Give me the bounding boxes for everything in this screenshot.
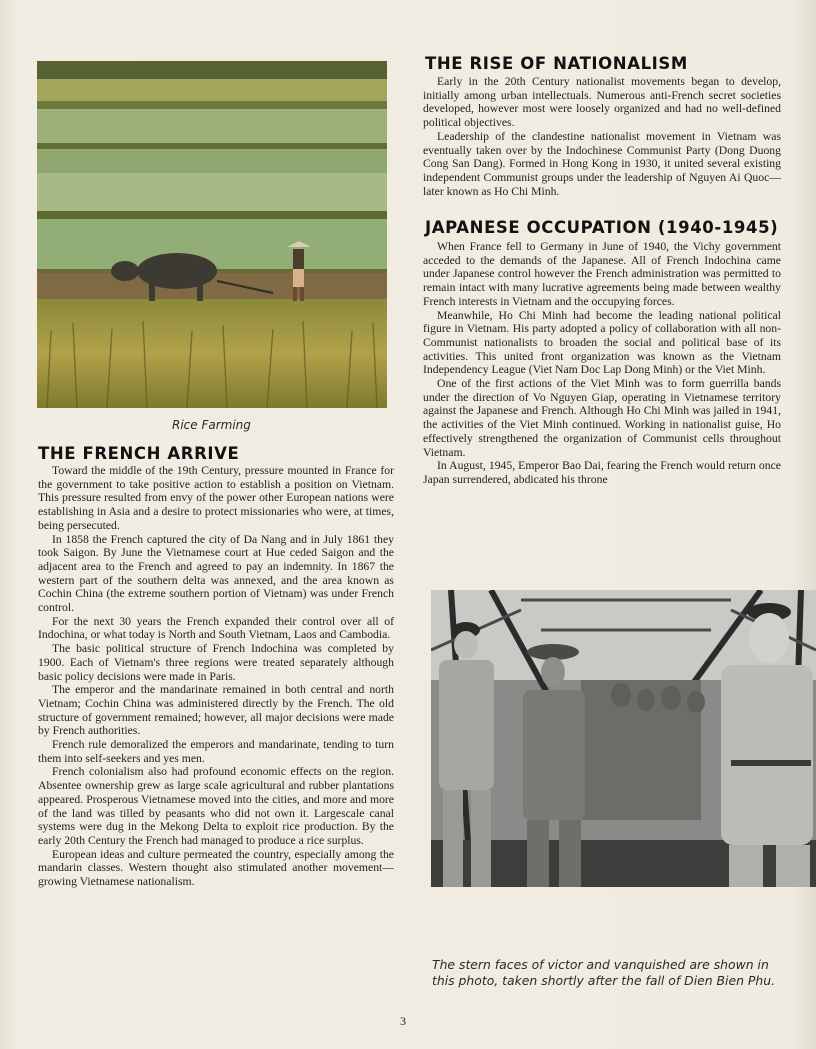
paragraph: In 1858 the French captured the city of Da Nang and in July 1861 they took Saigon. By June the Vietnamese court at Hue ceded Saigon and the adjacent area to the French and agreed to pay an indemnity. In 1867 the western part of the southern delta was annexed, and the area known as Cochin China (the extreme southern portion of Vietnam) was under French control.: [38, 532, 394, 615]
rice-farming-photo: [37, 61, 387, 408]
paragraph: Early in the 20th Century nationalist movements began to develop, initially among urban intellectuals. Numerous anti-French secret societies developed, however most were loosely organized and had no well-defined political objectives.: [423, 75, 781, 130]
paragraph: The basic political structure of French Indochina was completed by 1900. Each of Vietnam's three regions were treated separately although basic policy decisions were made in Paris.: [38, 642, 394, 683]
dien-bien-phu-photo: [431, 590, 816, 887]
japanese-occupation-heading: JAPANESE OCCUPATION (1940-1945): [425, 218, 779, 237]
french-arrive-text: [38, 464, 394, 889]
japanese-occupation-text: [423, 240, 781, 487]
rice-farming-caption: Rice Farming: [172, 418, 251, 432]
french-arrive-heading: THE FRENCH ARRIVE: [38, 444, 240, 463]
paragraph: For the next 30 years the French expanded their control over all of Indochina, or what today is North and South Vietnam, Laos and Cambodia.: [38, 614, 394, 642]
paragraph: European ideas and culture permeated the country, especially among the mandarin classes. Western thought also stimulated another movement—growing Vietnamese nationalism.: [38, 847, 394, 889]
paragraph: When France fell to Germany in June of 1940, the Vichy government acceded to the demands of the Japanese. All of French Indochina came under Japanese control however the French administration was permitted to remain intact with many lucrative agreements being made between wealthy French interests in Vietnam and the occupying forces.: [423, 240, 781, 308]
page-number: 3: [400, 1014, 406, 1028]
paragraph: In August, 1945, Emperor Bao Dai, fearing the French would return once Japan surrendered, abdicated his throne: [423, 459, 781, 486]
dien-bien-phu-caption-line2: this photo, taken shortly after the fall of Dien Bien Phu.: [432, 973, 776, 988]
nationalism-heading: THE RISE OF NATIONALISM: [425, 54, 688, 73]
paragraph: French rule demoralized the emperors and mandarinate, tending to turn them into self-seekers and yes men.: [38, 738, 394, 765]
paragraph: Leadership of the clandestine nationalist movement in Vietnam was eventually taken over by the Indochinese Communist Party (Dong Duong Cong San Dang). Formed in Hong Kong in 1930, it united several existing independent Communist groups under the leadership of Nguyen Ai Quoc—later known as Ho Chi Minh.: [423, 129, 781, 198]
nationalism-text: [423, 75, 781, 198]
paragraph: One of the first actions of the Viet Minh was to form guerrilla bands under the direction of Vo Nguyen Giap, operating in Vietnamese territory against the Japanese and French. Although Ho Chi Minh was jailed in 1941, the activities of the Viet Minh continued. Working in nationalist guise, Ho effectively strengthened the organization of Communist cells throughout Vietnam.: [423, 377, 781, 459]
dien-bien-phu-caption-line1: The stern faces of victor and vanquished are shown in: [432, 957, 769, 972]
paragraph: French colonialism also had profound economic effects on the region. Absentee ownership grew as large scale agricultural and rubber plantations appeared. Prosperous Vietnamese moved into the cities, and more and more of the land was tilled by peasants who did not own it. Largescale canal systems were dug in the Mekong Delta to exploit rice production. By the early 20th Century the French had managed to produce a rice surplus.: [38, 765, 394, 847]
paragraph: Meanwhile, Ho Chi Minh had become the leading national political figure in Vietnam. His party adopted a policy of collaboration with all non-Communist nationalists to broaden the social and political base of its activities. This united front organization was known as the Vietnam Independency League (Viet Nam Doc Lap Dong Minh) or the Viet Minh.: [423, 308, 781, 377]
paragraph: The emperor and the mandarinate remained in both central and north Vietnam; Cochin China was administered directly by the French. The old structure of government remained; however, all major decisions were made by French authorities.: [38, 683, 394, 738]
paragraph: Toward the middle of the 19th Century, pressure mounted in France for the government to take positive action to establish a position on Vietnam. This pressure resulted from envy of the power other European nations were establishing in Asia and a desire to protect missionaries who were, at times, being persecuted.: [38, 464, 394, 532]
